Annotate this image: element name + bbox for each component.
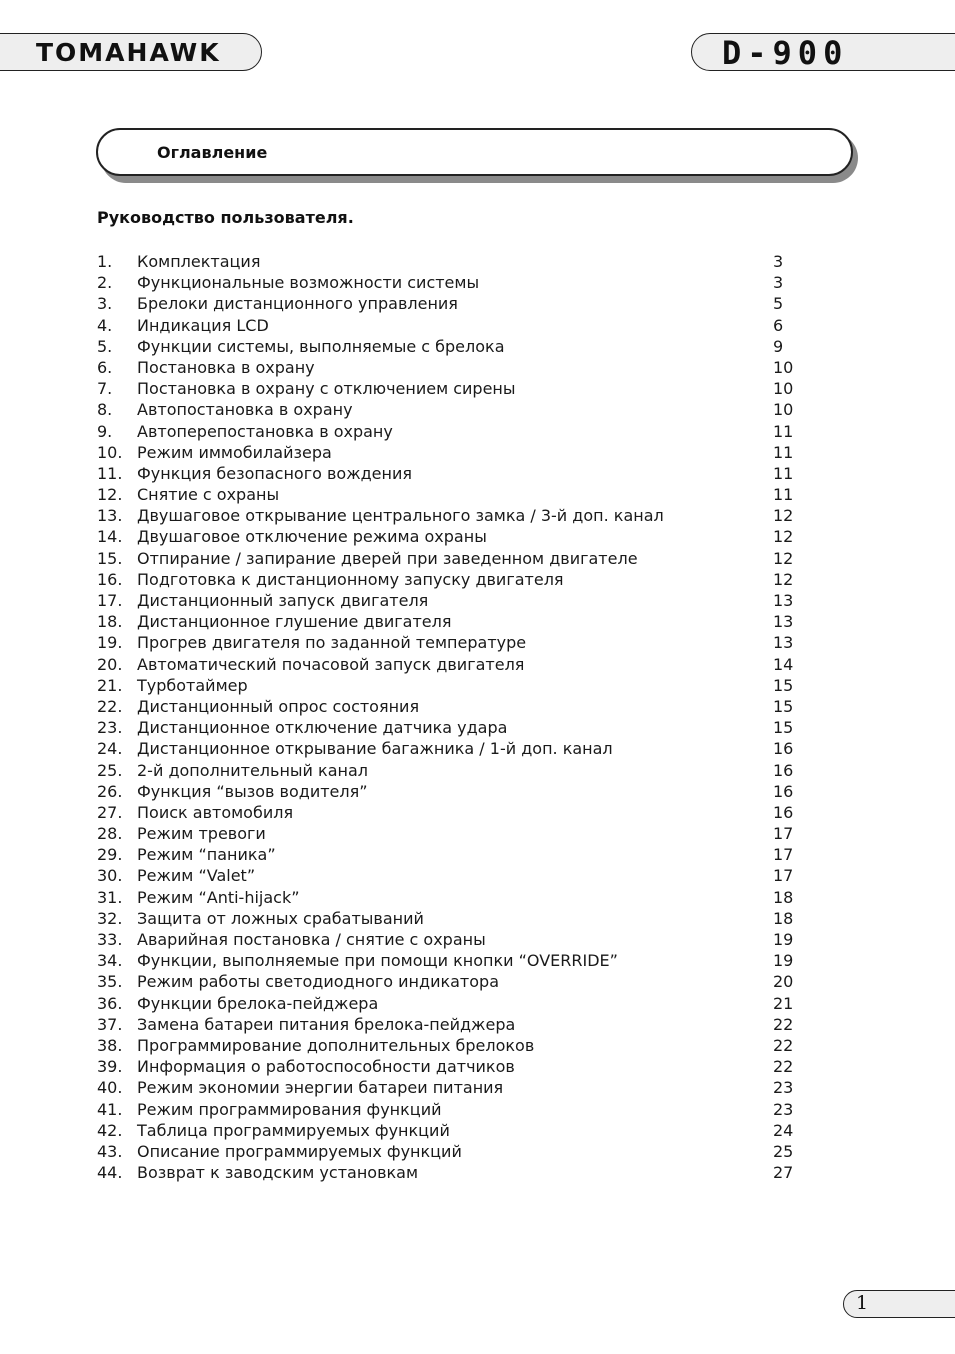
toc-entry-title: Функции системы, выполняемые с брелока bbox=[137, 336, 505, 356]
toc-entry[interactable] bbox=[97, 675, 817, 696]
toc-entry-title: Дистанционное открывание багажника / 1-й доп. канал bbox=[137, 739, 613, 759]
toc-entry-title: Автоперепостановка в охрану bbox=[137, 421, 393, 441]
toc-entry-number: 42. bbox=[97, 1120, 123, 1140]
toc-entry-title: Дистанционное отключение датчика удара bbox=[137, 718, 508, 738]
toc-entry-number: 41. bbox=[97, 1099, 123, 1119]
toc-entry[interactable] bbox=[97, 293, 817, 314]
toc-entry-page: 6 bbox=[773, 315, 784, 335]
toc-entry-page: 22 bbox=[773, 1014, 794, 1034]
toc-entry-number: 11. bbox=[97, 463, 123, 483]
toc-entry-number: 32. bbox=[97, 908, 123, 928]
toc-entry-page: 10 bbox=[773, 400, 794, 420]
toc-entry-number: 28. bbox=[97, 824, 123, 844]
toc-entry[interactable] bbox=[97, 569, 817, 590]
toc-entry-title: Подготовка к дистанционному запуску двигателя bbox=[137, 569, 564, 589]
toc-entry-page: 15 bbox=[773, 696, 794, 716]
toc-entry-title: Режим иммобилайзера bbox=[137, 442, 332, 462]
model-name: D-900 bbox=[722, 34, 849, 72]
page-number: 1 bbox=[856, 1292, 869, 1314]
toc-entry-number: 39. bbox=[97, 1057, 123, 1077]
toc-entry-title: Функциональные возможности системы bbox=[137, 273, 480, 293]
toc-entry-title: Дистанционный запуск двигателя bbox=[137, 591, 429, 610]
toc-entry-title: Режим “Valet” bbox=[137, 866, 256, 886]
toc-entry[interactable] bbox=[97, 378, 817, 399]
toc-entry[interactable] bbox=[97, 844, 817, 865]
toc-entry-title: Режим тревоги bbox=[137, 824, 266, 844]
toc-entry-title: Программирование дополнительных брелоков bbox=[137, 1035, 535, 1055]
toc-entry-page: 3 bbox=[773, 273, 784, 293]
toc-entry[interactable] bbox=[97, 484, 817, 505]
toc-entry[interactable] bbox=[97, 654, 817, 675]
toc-entry-number: 4. bbox=[97, 315, 113, 335]
toc-entry-title: Функция безопасного вождения bbox=[137, 463, 412, 483]
toc-entry-title: Режим “Anti-hijack” bbox=[137, 887, 300, 907]
toc-entry-page: 15 bbox=[773, 718, 794, 738]
toc-entry-title: Турботаймер bbox=[137, 675, 248, 695]
toc-entry-page: 10 bbox=[773, 379, 794, 399]
toc-entry-page: 25 bbox=[773, 1141, 794, 1161]
toc-entry[interactable] bbox=[97, 717, 817, 738]
toc-entry[interactable] bbox=[97, 887, 817, 908]
toc-entry-title: Прогрев двигателя по заданной температуре bbox=[137, 633, 527, 653]
toc-entry[interactable] bbox=[97, 908, 817, 929]
toc-entry-number: 3. bbox=[97, 294, 113, 314]
toc-entry-title: Дистанционный опрос состояния bbox=[137, 696, 420, 716]
toc-entry-number: 14. bbox=[97, 527, 123, 547]
toc-entry-title: Дистанционное глушение двигателя bbox=[137, 612, 452, 632]
toc-entry-title: Режим “паника” bbox=[137, 845, 276, 865]
toc-entry-title: Защита от ложных срабатываний bbox=[137, 908, 424, 928]
toc-entry-number: 35. bbox=[97, 972, 123, 992]
toc-entry[interactable] bbox=[97, 1141, 817, 1162]
toc-entry[interactable] bbox=[97, 802, 817, 823]
toc-entry-number: 34. bbox=[97, 951, 123, 971]
toc-entry-page: 10 bbox=[773, 357, 794, 377]
toc-entry-title: Поиск автомобиля bbox=[137, 802, 294, 822]
toc-entry-title: Автоматический почасовой запуск двигателя bbox=[137, 654, 525, 674]
toc-entry-page: 16 bbox=[773, 739, 794, 759]
toc-entry-title: Функция “вызов водителя” bbox=[137, 781, 368, 801]
toc-entry-page: 27 bbox=[773, 1163, 794, 1183]
table-of-contents bbox=[97, 251, 817, 1183]
toc-entry-number: 9. bbox=[97, 421, 113, 441]
toc-entry-number: 7. bbox=[97, 379, 113, 399]
toc-entry-page: 15 bbox=[773, 675, 794, 695]
toc-entry-page: 13 bbox=[773, 612, 794, 632]
toc-entry-title: Индикация LCD bbox=[137, 315, 269, 335]
toc-entry-page: 5 bbox=[773, 294, 784, 314]
toc-entry-number: 23. bbox=[97, 718, 123, 738]
toc-entry[interactable] bbox=[97, 463, 817, 484]
toc-entry-page: 16 bbox=[773, 802, 794, 822]
toc-entry-page: 11 bbox=[773, 421, 794, 441]
toc-entry[interactable] bbox=[97, 1120, 817, 1141]
toc-entry[interactable] bbox=[97, 336, 817, 357]
toc-entry-title: Таблица программируемых функций bbox=[137, 1120, 450, 1140]
toc-entry[interactable] bbox=[97, 272, 817, 293]
toc-entry[interactable] bbox=[97, 442, 817, 463]
toc-entry-number: 8. bbox=[97, 400, 113, 420]
toc-entry-number: 31. bbox=[97, 887, 123, 907]
toc-entry-number: 30. bbox=[97, 866, 123, 886]
toc-entry-page: 22 bbox=[773, 1035, 794, 1055]
toc-entry[interactable] bbox=[97, 993, 817, 1014]
toc-entry-page: 19 bbox=[773, 930, 794, 949]
toc-entry[interactable] bbox=[97, 760, 817, 781]
toc-entry-number: 26. bbox=[97, 781, 123, 801]
toc-entry-number: 37. bbox=[97, 1014, 123, 1034]
toc-entry-page: 12 bbox=[773, 506, 794, 526]
toc-entry-number: 1. bbox=[97, 252, 113, 271]
toc-entry-title: Брелоки дистанционного управления bbox=[137, 294, 458, 314]
toc-entry-number: 27. bbox=[97, 802, 123, 822]
toc-entry[interactable] bbox=[97, 505, 817, 526]
toc-entry-title: Снятие с охраны bbox=[137, 485, 280, 505]
toc-entry[interactable] bbox=[97, 823, 817, 844]
toc-entry-number: 17. bbox=[97, 591, 123, 610]
toc-entry-number: 20. bbox=[97, 654, 123, 674]
toc-entry-number: 43. bbox=[97, 1141, 123, 1161]
toc-entry-number: 29. bbox=[97, 845, 123, 865]
toc-entry-number: 15. bbox=[97, 548, 123, 568]
toc-entry-page: 24 bbox=[773, 1120, 794, 1140]
toc-entry-page: 22 bbox=[773, 1057, 794, 1077]
toc-entry[interactable] bbox=[97, 1035, 817, 1056]
toc-entry-page: 12 bbox=[773, 548, 794, 568]
toc-entry-page: 11 bbox=[773, 485, 794, 505]
toc-entry-page: 11 bbox=[773, 442, 794, 462]
brand-logo: TOMAHAWK bbox=[36, 38, 221, 67]
toc-entry-page: 14 bbox=[773, 654, 794, 674]
toc-entry-page: 16 bbox=[773, 760, 794, 780]
toc-entry[interactable] bbox=[97, 1099, 817, 1120]
toc-entry[interactable] bbox=[97, 315, 817, 336]
toc-entry[interactable] bbox=[97, 632, 817, 653]
toc-entry-page: 23 bbox=[773, 1099, 794, 1119]
toc-entry-title: Комплектация bbox=[137, 252, 261, 271]
toc-entry-page: 17 bbox=[773, 845, 794, 865]
toc-entry-page: 18 bbox=[773, 908, 794, 928]
toc-entry[interactable] bbox=[97, 865, 817, 886]
toc-entry[interactable] bbox=[97, 781, 817, 802]
toc-entry-number: 36. bbox=[97, 993, 123, 1013]
toc-entry-title: Информация о работоспособности датчиков bbox=[137, 1057, 515, 1077]
toc-entry-number: 2. bbox=[97, 273, 113, 293]
toc-entry-number: 12. bbox=[97, 485, 123, 505]
toc-entry-page: 19 bbox=[773, 951, 794, 971]
toc-entry-page: 20 bbox=[773, 972, 794, 992]
toc-entry-title: Режим работы светодиодного индикатора bbox=[137, 972, 499, 992]
toc-entry-title: Двушаговое отключение режима охраны bbox=[137, 527, 487, 547]
toc-entry-title: Постановка в охрану с отключением сирены bbox=[137, 379, 516, 399]
toc-entry-page: 9 bbox=[773, 336, 784, 356]
toc-entry-title: 2-й дополнительный канал bbox=[137, 760, 368, 780]
toc-entry-page: 18 bbox=[773, 887, 794, 907]
toc-entry-number: 40. bbox=[97, 1078, 123, 1098]
toc-entry[interactable] bbox=[97, 1077, 817, 1098]
toc-entry[interactable] bbox=[97, 1056, 817, 1077]
toc-entry-title: Описание программируемых функций bbox=[137, 1141, 462, 1161]
toc-entry-page: 13 bbox=[773, 591, 794, 610]
toc-entry-page: 12 bbox=[773, 569, 794, 589]
toc-entry[interactable] bbox=[97, 399, 817, 420]
toc-entry-title: Двушаговое открывание центрального замка / 3-й доп. канал bbox=[137, 506, 664, 526]
toc-entry-page: 23 bbox=[773, 1078, 794, 1098]
toc-entry-number: 13. bbox=[97, 506, 123, 526]
toc-entry-number: 38. bbox=[97, 1035, 123, 1055]
toc-entry-page: 17 bbox=[773, 866, 794, 886]
toc-entry-title: Замена батареи питания брелока-пейджера bbox=[137, 1014, 516, 1034]
toc-entry-number: 19. bbox=[97, 633, 123, 653]
toc-entry-title: Режим экономии энергии батареи питания bbox=[137, 1078, 504, 1098]
toc-entry[interactable] bbox=[97, 1014, 817, 1035]
toc-entry-number: 22. bbox=[97, 696, 123, 716]
toc-entry[interactable] bbox=[97, 696, 817, 717]
toc-entry[interactable] bbox=[97, 590, 817, 611]
toc-entry-number: 6. bbox=[97, 357, 113, 377]
toc-entry[interactable] bbox=[97, 357, 817, 378]
toc-entry-number: 44. bbox=[97, 1163, 123, 1183]
toc-entry-page: 17 bbox=[773, 824, 794, 844]
toc-entry[interactable] bbox=[97, 738, 817, 759]
toc-entry-number: 16. bbox=[97, 569, 123, 589]
toc-entry-number: 25. bbox=[97, 760, 123, 780]
toc-entry[interactable] bbox=[97, 971, 817, 992]
toc-entry-number: 5. bbox=[97, 336, 113, 356]
toc-entry-number: 33. bbox=[97, 930, 123, 949]
toc-entry-page: 21 bbox=[773, 993, 794, 1013]
toc-entry-number: 10. bbox=[97, 442, 123, 462]
toc-entry-page: 3 bbox=[773, 252, 784, 271]
toc-entry-page: 11 bbox=[773, 463, 794, 483]
toc-entry-title: Режим программирования функций bbox=[137, 1099, 442, 1119]
toc-entry[interactable] bbox=[97, 611, 817, 632]
toc-entry-page: 16 bbox=[773, 781, 794, 801]
toc-entry-title: Аварийная постановка / снятие с охраны bbox=[137, 930, 486, 949]
toc-entry[interactable] bbox=[97, 251, 817, 272]
toc-entry-title: Постановка в охрану bbox=[137, 357, 315, 377]
toc-entry-number: 24. bbox=[97, 739, 123, 759]
section-title: Оглавление bbox=[157, 143, 268, 162]
toc-entry-title: Отпирание / запирание дверей при заведенном двигателе bbox=[137, 548, 638, 568]
toc-entry-title: Функции брелока-пейджера bbox=[137, 993, 379, 1013]
toc-entry-title: Возврат к заводским установкам bbox=[137, 1163, 419, 1183]
toc-entry[interactable] bbox=[97, 1162, 817, 1183]
toc-entry-page: 13 bbox=[773, 633, 794, 653]
toc-entry-number: 21. bbox=[97, 675, 123, 695]
toc-entry[interactable] bbox=[97, 526, 817, 547]
toc-entry-title: Функции, выполняемые при помощи кнопки “OVERRIDE” bbox=[137, 951, 618, 971]
toc-subtitle: Руководство пользователя. bbox=[97, 208, 354, 227]
toc-entry[interactable] bbox=[97, 929, 817, 950]
toc-entry[interactable] bbox=[97, 950, 817, 971]
toc-entry[interactable] bbox=[97, 421, 817, 442]
toc-entry[interactable] bbox=[97, 548, 817, 569]
toc-entry-title: Автопостановка в охрану bbox=[137, 400, 353, 420]
toc-entry-page: 12 bbox=[773, 527, 794, 547]
toc-entry-number: 18. bbox=[97, 612, 123, 632]
